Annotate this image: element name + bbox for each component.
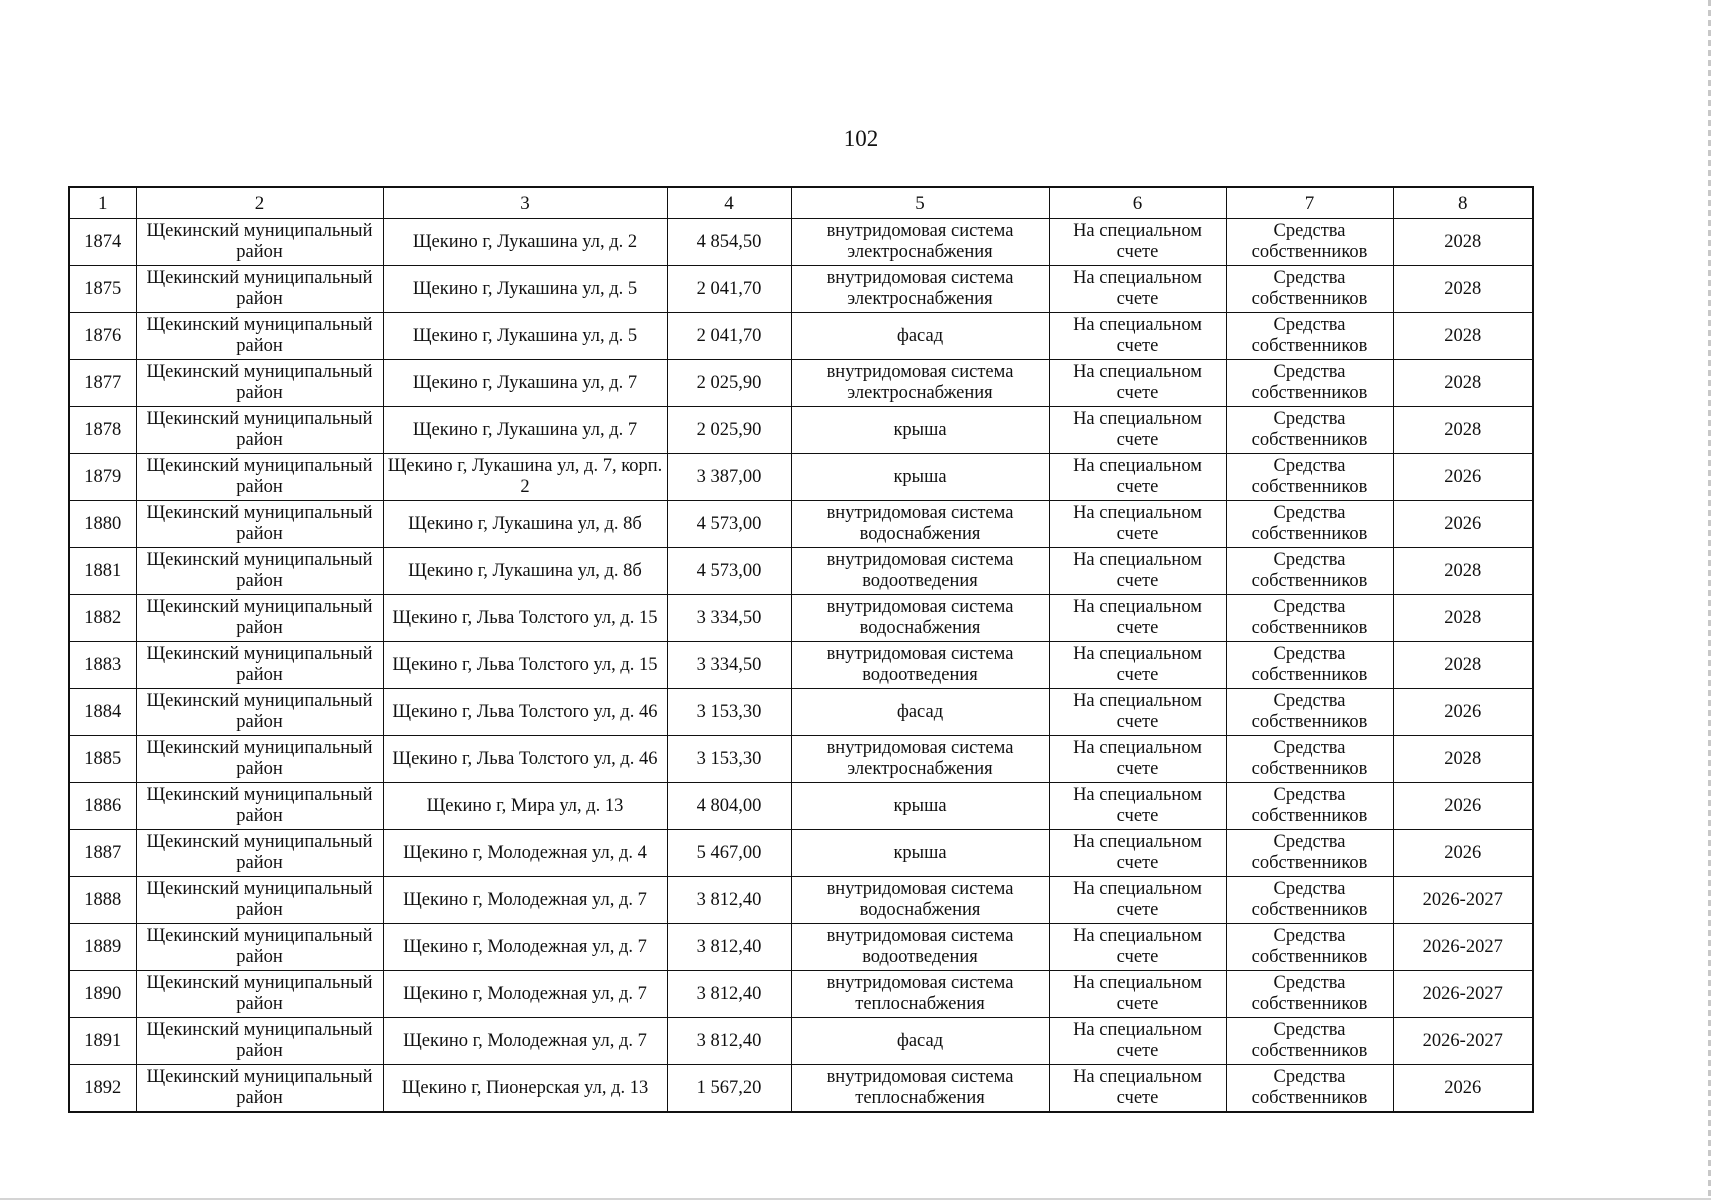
cell-municipality: Щекинский муниципальный район	[136, 877, 383, 924]
registry-table	[68, 186, 1534, 1113]
table-row	[69, 689, 1533, 736]
cell-fund-account: На специальном счете	[1049, 642, 1226, 689]
cell-fund-account: На специальном счете	[1049, 736, 1226, 783]
cell-row-number: 1890	[69, 971, 136, 1018]
cell-row-number: 1874	[69, 219, 136, 266]
cell-year: 2028	[1393, 313, 1533, 360]
column-header-7: 7	[1226, 187, 1393, 219]
table-row	[69, 407, 1533, 454]
cell-row-number: 1891	[69, 1018, 136, 1065]
cell-row-number: 1887	[69, 830, 136, 877]
cell-year: 2028	[1393, 642, 1533, 689]
cell-address: Щекино г, Лукашина ул, д. 7, корп. 2	[383, 454, 667, 501]
cell-funding-source: Средства собственников	[1226, 783, 1393, 830]
cell-funding-source: Средства собственников	[1226, 548, 1393, 595]
cell-address: Щекино г, Молодежная ул, д. 7	[383, 924, 667, 971]
cell-funding-source: Средства собственников	[1226, 877, 1393, 924]
cell-address: Щекино г, Лукашина ул, д. 5	[383, 313, 667, 360]
cell-work-type: внутридомовая система водоотведения	[791, 642, 1049, 689]
cell-area: 2 025,90	[667, 407, 791, 454]
table-row	[69, 642, 1533, 689]
cell-area: 3 153,30	[667, 736, 791, 783]
table-row	[69, 219, 1533, 266]
cell-fund-account: На специальном счете	[1049, 924, 1226, 971]
table-row	[69, 783, 1533, 830]
table-body	[69, 219, 1533, 1113]
cell-row-number: 1876	[69, 313, 136, 360]
cell-work-type: внутридомовая система водоотведения	[791, 548, 1049, 595]
cell-area: 3 387,00	[667, 454, 791, 501]
cell-year: 2028	[1393, 407, 1533, 454]
cell-funding-source: Средства собственников	[1226, 407, 1393, 454]
cell-work-type: фасад	[791, 1018, 1049, 1065]
cell-year: 2028	[1393, 736, 1533, 783]
column-header-2: 2	[136, 187, 383, 219]
table-row	[69, 454, 1533, 501]
cell-area: 3 812,40	[667, 924, 791, 971]
cell-address: Щекино г, Льва Толстого ул, д. 46	[383, 736, 667, 783]
cell-area: 2 025,90	[667, 360, 791, 407]
cell-work-type: крыша	[791, 783, 1049, 830]
cell-funding-source: Средства собственников	[1226, 501, 1393, 548]
header-row	[69, 187, 1533, 219]
cell-address: Щекино г, Молодежная ул, д. 7	[383, 877, 667, 924]
cell-fund-account: На специальном счете	[1049, 454, 1226, 501]
table-row	[69, 736, 1533, 783]
cell-funding-source: Средства собственников	[1226, 1018, 1393, 1065]
cell-year: 2026	[1393, 1065, 1533, 1113]
cell-work-type: фасад	[791, 689, 1049, 736]
cell-area: 3 334,50	[667, 595, 791, 642]
cell-row-number: 1884	[69, 689, 136, 736]
cell-fund-account: На специальном счете	[1049, 783, 1226, 830]
cell-area: 3 153,30	[667, 689, 791, 736]
cell-address: Щекино г, Мира ул, д. 13	[383, 783, 667, 830]
cell-fund-account: На специальном счете	[1049, 689, 1226, 736]
cell-year: 2026	[1393, 689, 1533, 736]
cell-row-number: 1885	[69, 736, 136, 783]
cell-address: Щекино г, Молодежная ул, д. 4	[383, 830, 667, 877]
cell-work-type: крыша	[791, 830, 1049, 877]
cell-row-number: 1883	[69, 642, 136, 689]
cell-municipality: Щекинский муниципальный район	[136, 642, 383, 689]
cell-fund-account: На специальном счете	[1049, 1065, 1226, 1113]
cell-municipality: Щекинский муниципальный район	[136, 266, 383, 313]
cell-area: 5 467,00	[667, 830, 791, 877]
cell-area: 3 812,40	[667, 1018, 791, 1065]
cell-address: Щекино г, Лукашина ул, д. 8б	[383, 548, 667, 595]
table-row	[69, 1065, 1533, 1113]
registry-table-container	[68, 186, 1534, 1113]
cell-municipality: Щекинский муниципальный район	[136, 830, 383, 877]
cell-funding-source: Средства собственников	[1226, 454, 1393, 501]
cell-fund-account: На специальном счете	[1049, 219, 1226, 266]
cell-fund-account: На специальном счете	[1049, 595, 1226, 642]
table-row	[69, 266, 1533, 313]
cell-row-number: 1892	[69, 1065, 136, 1113]
cell-year: 2026	[1393, 501, 1533, 548]
cell-work-type: внутридомовая система водоснабжения	[791, 877, 1049, 924]
cell-year: 2026-2027	[1393, 1018, 1533, 1065]
cell-year: 2026-2027	[1393, 971, 1533, 1018]
cell-funding-source: Средства собственников	[1226, 924, 1393, 971]
table-header	[69, 187, 1533, 219]
cell-area: 3 812,40	[667, 971, 791, 1018]
table-row	[69, 1018, 1533, 1065]
cell-year: 2026	[1393, 830, 1533, 877]
cell-year: 2028	[1393, 266, 1533, 313]
cell-address: Щекино г, Молодежная ул, д. 7	[383, 1018, 667, 1065]
cell-work-type: внутридомовая система электроснабжения	[791, 266, 1049, 313]
column-header-1: 1	[69, 187, 136, 219]
cell-funding-source: Средства собственников	[1226, 266, 1393, 313]
cell-municipality: Щекинский муниципальный район	[136, 736, 383, 783]
cell-row-number: 1877	[69, 360, 136, 407]
column-header-4: 4	[667, 187, 791, 219]
cell-area: 4 573,00	[667, 501, 791, 548]
cell-fund-account: На специальном счете	[1049, 548, 1226, 595]
table-row	[69, 360, 1533, 407]
cell-row-number: 1879	[69, 454, 136, 501]
cell-address: Щекино г, Лукашина ул, д. 5	[383, 266, 667, 313]
cell-row-number: 1889	[69, 924, 136, 971]
cell-funding-source: Средства собственников	[1226, 219, 1393, 266]
cell-work-type: внутридомовая система теплоснабжения	[791, 1065, 1049, 1113]
table-row	[69, 924, 1533, 971]
cell-funding-source: Средства собственников	[1226, 360, 1393, 407]
cell-area: 3 334,50	[667, 642, 791, 689]
cell-municipality: Щекинский муниципальный район	[136, 313, 383, 360]
cell-municipality: Щекинский муниципальный район	[136, 407, 383, 454]
cell-year: 2028	[1393, 360, 1533, 407]
cell-funding-source: Средства собственников	[1226, 595, 1393, 642]
cell-area: 4 854,50	[667, 219, 791, 266]
column-header-8: 8	[1393, 187, 1533, 219]
cell-work-type: фасад	[791, 313, 1049, 360]
cell-fund-account: На специальном счете	[1049, 407, 1226, 454]
cell-address: Щекино г, Льва Толстого ул, д. 15	[383, 595, 667, 642]
cell-row-number: 1886	[69, 783, 136, 830]
cell-work-type: внутридомовая система электроснабжения	[791, 360, 1049, 407]
cell-municipality: Щекинский муниципальный район	[136, 360, 383, 407]
cell-address: Щекино г, Лукашина ул, д. 8б	[383, 501, 667, 548]
cell-work-type: крыша	[791, 454, 1049, 501]
cell-funding-source: Средства собственников	[1226, 642, 1393, 689]
cell-work-type: внутридомовая система водоснабжения	[791, 595, 1049, 642]
cell-row-number: 1878	[69, 407, 136, 454]
cell-area: 1 567,20	[667, 1065, 791, 1113]
cell-row-number: 1875	[69, 266, 136, 313]
table-row	[69, 595, 1533, 642]
table-row	[69, 830, 1533, 877]
table-row	[69, 548, 1533, 595]
cell-work-type: крыша	[791, 407, 1049, 454]
column-header-5: 5	[791, 187, 1049, 219]
cell-address: Щекино г, Лукашина ул, д. 7	[383, 407, 667, 454]
cell-funding-source: Средства собственников	[1226, 689, 1393, 736]
cell-area: 4 804,00	[667, 783, 791, 830]
cell-funding-source: Средства собственников	[1226, 1065, 1393, 1113]
cell-year: 2028	[1393, 548, 1533, 595]
page-number: 102	[843, 126, 879, 151]
cell-fund-account: На специальном счете	[1049, 1018, 1226, 1065]
cell-municipality: Щекинский муниципальный район	[136, 548, 383, 595]
cell-address: Щекино г, Молодежная ул, д. 7	[383, 971, 667, 1018]
table-row	[69, 313, 1533, 360]
cell-funding-source: Средства собственников	[1226, 736, 1393, 783]
cell-municipality: Щекинский муниципальный район	[136, 689, 383, 736]
cell-address: Щекино г, Пионерская ул, д. 13	[383, 1065, 667, 1113]
cell-row-number: 1888	[69, 877, 136, 924]
table-row	[69, 501, 1533, 548]
cell-municipality: Щекинский муниципальный район	[136, 595, 383, 642]
cell-work-type: внутридомовая система электроснабжения	[791, 219, 1049, 266]
cell-address: Щекино г, Льва Толстого ул, д. 46	[383, 689, 667, 736]
cell-year: 2026	[1393, 454, 1533, 501]
cell-municipality: Щекинский муниципальный район	[136, 971, 383, 1018]
cell-municipality: Щекинский муниципальный район	[136, 501, 383, 548]
cell-fund-account: На специальном счете	[1049, 830, 1226, 877]
cell-year: 2028	[1393, 219, 1533, 266]
cell-year: 2026-2027	[1393, 924, 1533, 971]
cell-area: 4 573,00	[667, 548, 791, 595]
cell-municipality: Щекинский муниципальный район	[136, 454, 383, 501]
cell-fund-account: На специальном счете	[1049, 877, 1226, 924]
cell-work-type: внутридомовая система водоотведения	[791, 924, 1049, 971]
cell-fund-account: На специальном счете	[1049, 313, 1226, 360]
table-row	[69, 971, 1533, 1018]
cell-work-type: внутридомовая система электроснабжения	[791, 736, 1049, 783]
cell-funding-source: Средства собственников	[1226, 971, 1393, 1018]
cell-row-number: 1880	[69, 501, 136, 548]
cell-municipality: Щекинский муниципальный район	[136, 1065, 383, 1113]
cell-row-number: 1881	[69, 548, 136, 595]
cell-year: 2026	[1393, 783, 1533, 830]
cell-area: 2 041,70	[667, 313, 791, 360]
cell-fund-account: На специальном счете	[1049, 360, 1226, 407]
cell-municipality: Щекинский муниципальный район	[136, 924, 383, 971]
cell-fund-account: На специальном счете	[1049, 501, 1226, 548]
cell-area: 3 812,40	[667, 877, 791, 924]
cell-fund-account: На специальном счете	[1049, 266, 1226, 313]
column-header-3: 3	[383, 187, 667, 219]
cell-row-number: 1882	[69, 595, 136, 642]
cell-municipality: Щекинский муниципальный район	[136, 1018, 383, 1065]
cell-municipality: Щекинский муниципальный район	[136, 219, 383, 266]
cell-funding-source: Средства собственников	[1226, 313, 1393, 360]
cell-address: Щекино г, Льва Толстого ул, д. 15	[383, 642, 667, 689]
column-header-6: 6	[1049, 187, 1226, 219]
cell-work-type: внутридомовая система водоснабжения	[791, 501, 1049, 548]
cell-municipality: Щекинский муниципальный район	[136, 783, 383, 830]
table-row	[69, 877, 1533, 924]
cell-address: Щекино г, Лукашина ул, д. 2	[383, 219, 667, 266]
cell-address: Щекино г, Лукашина ул, д. 7	[383, 360, 667, 407]
cell-funding-source: Средства собственников	[1226, 830, 1393, 877]
cell-work-type: внутридомовая система теплоснабжения	[791, 971, 1049, 1018]
cell-year: 2028	[1393, 595, 1533, 642]
cell-fund-account: На специальном счете	[1049, 971, 1226, 1018]
cell-year: 2026-2027	[1393, 877, 1533, 924]
cell-area: 2 041,70	[667, 266, 791, 313]
